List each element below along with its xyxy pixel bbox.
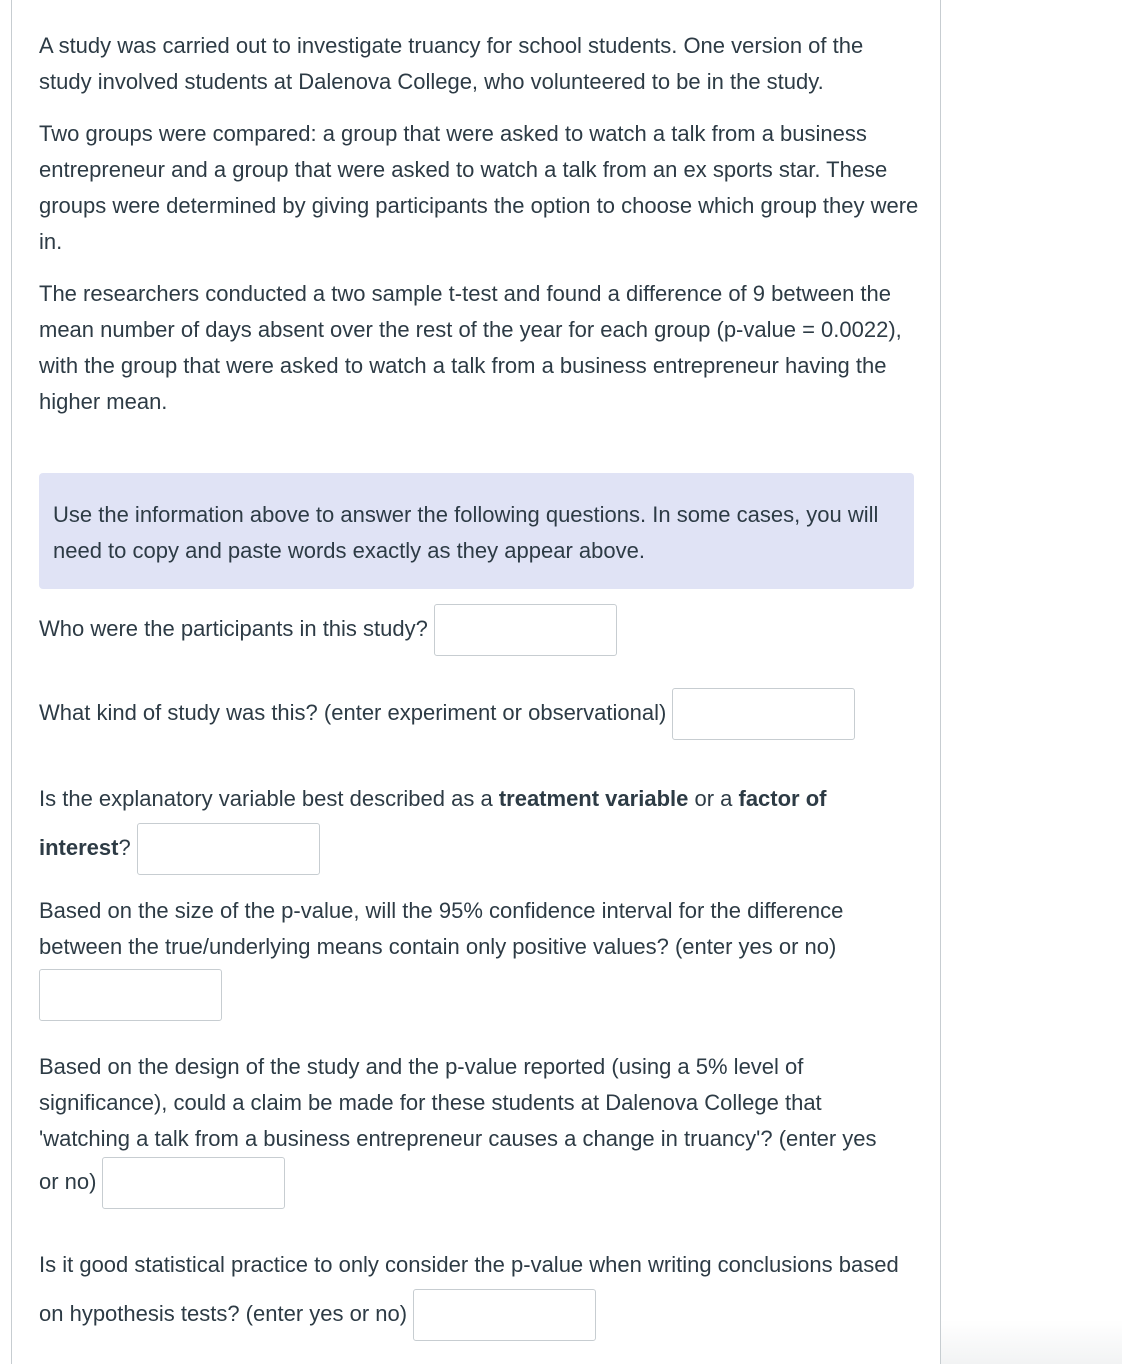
question-5 (39, 1049, 899, 1209)
paragraph-3: The researchers conducted a two sample t-test and found a difference of 9 between the mean number of days absent over the rest of the year for each group (p-value = 0.0022), with the group that were asked to watch a talk from a business entrepreneur having the higher mean. (39, 281, 902, 414)
question-4 (39, 893, 919, 1021)
question-2 (39, 688, 919, 740)
p-value-practice-answer-input[interactable] (413, 1289, 596, 1341)
question-6-text: Is it good statistical practice to only consider the p-value when writing conclusions based on hypothesis tests? (enter yes or no) (39, 1252, 899, 1326)
paragraph-1: A study was carried out to investigate truancy for school students. One version of the study involved students at Dalenova College, who volunteered to be in the study. (39, 33, 864, 94)
question-3-post: ? (118, 835, 131, 860)
question-2-text: What kind of study was this? (enter experiment or observational) (39, 699, 667, 725)
causal-claim-answer-input[interactable] (102, 1157, 285, 1209)
question-5-text: Based on the design of the study and the p-value reported (using a 5% level of significance), could a claim be made for these students at Dalenova College that 'watching a talk from a business entrepreneur causes a change in truancy'? (enter yes or no) (39, 1054, 877, 1194)
instructions-callout (39, 473, 914, 589)
question-4-text: Based on the size of the p-value, will the 95% confidence interval for the difference between the true/underlying means contain only positive values? (enter yes or no) (39, 898, 844, 959)
question-1-text: Who were the participants in this study? (39, 615, 428, 641)
instructions-text: Use the information above to answer the following questions. In some cases, you will need to copy and paste words exactly as they appear above. (53, 502, 879, 563)
question-6 (39, 1240, 909, 1341)
question-3-mid: or a (688, 786, 739, 811)
treatment-variable-term: treatment variable (498, 786, 689, 811)
explanatory-variable-answer-input[interactable] (137, 823, 320, 875)
participants-answer-input[interactable] (434, 604, 617, 656)
question-1 (39, 604, 919, 656)
question-3 (39, 774, 919, 875)
paragraph-2: Two groups were compared: a group that were asked to watch a talk from a business entrepreneur and a group that were asked to watch a talk from an ex sports star. These groups were determined by giving participants the option to choose which group they were in. (39, 121, 919, 254)
question-3-pre: Is the explanatory variable best described as a (39, 786, 499, 811)
left-border (11, 0, 12, 1364)
confidence-interval-answer-input[interactable] (39, 969, 222, 1021)
study-type-answer-input[interactable] (672, 688, 855, 740)
right-border (940, 0, 941, 1364)
study-description (39, 28, 919, 436)
scroll-shade (941, 1320, 1122, 1364)
factor-of-interest-term: factor of interest (39, 786, 827, 860)
